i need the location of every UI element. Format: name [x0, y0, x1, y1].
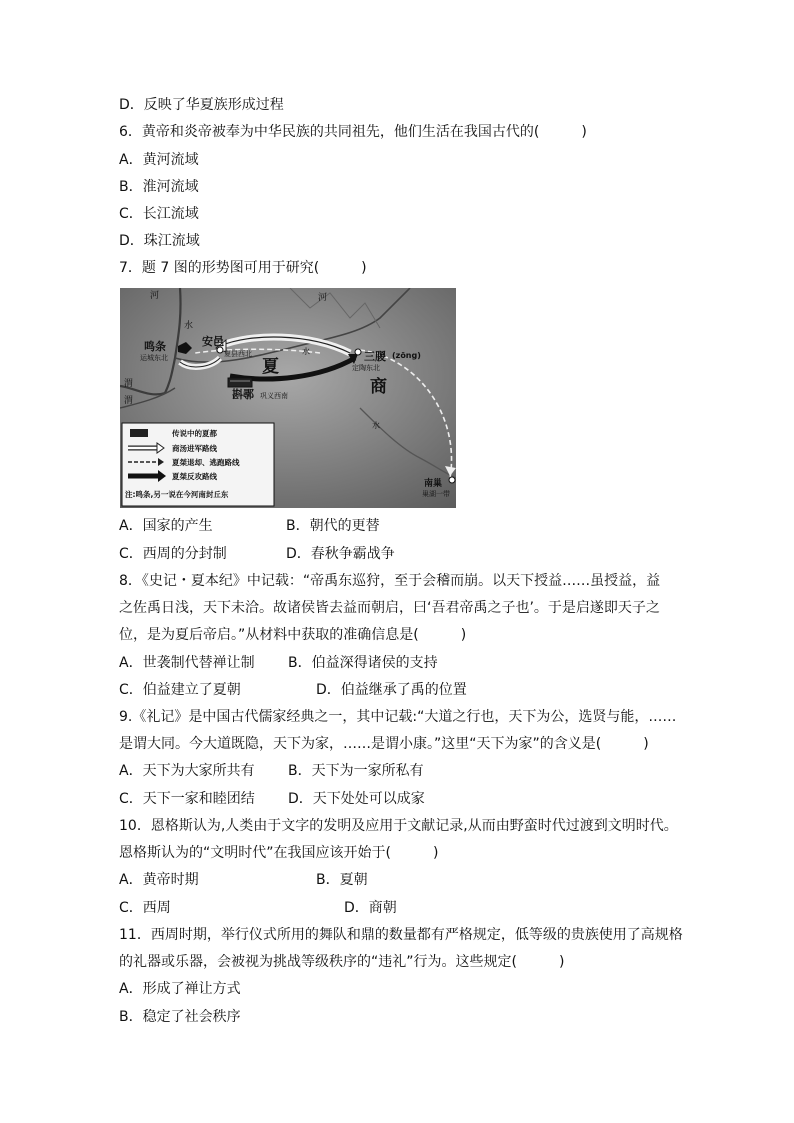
label-zong-pinyin: (zōng) [392, 351, 421, 360]
question-8-line-2: 之佐禹日浅，天下未洽。故诸侯皆去益而朝启，曰‘吾君帝禹之子也’。于是启遂即天子之 [119, 600, 660, 616]
question-11-line-2: 的礼器或乐器，会被视为挑战等级秩序的“违礼”行为。这些规定( ) [119, 954, 565, 970]
question-10-line-1: 10．恩格斯认为,人类由于文字的发明及应用于文献记录,从而由野蛮时代过渡到文明时代。 [119, 818, 678, 834]
sanzong-marker [355, 349, 361, 355]
option-a-q7: A．国家的产生 [119, 518, 213, 534]
option-d-q9: D．天下处处可以成家 [288, 791, 425, 807]
question-11-line-1: 11．西周时期，举行仪式所用的舞队和鼎的数量都有严格规定，低等级的贵族使用了高规格 [119, 927, 683, 943]
option-b-q10: B．夏朝 [316, 872, 368, 888]
nanchao-marker [449, 477, 455, 483]
question-6: 6．黄帝和炎帝被奉为中华民族的共同祖先，他们生活在我国古代的( ) [119, 124, 587, 140]
legend-item-2: 商汤进军路线 [172, 444, 217, 453]
option-a-q10: A．黄帝时期 [119, 872, 199, 888]
label-gongyi: 巩义西南 [260, 392, 288, 400]
option-a-q9: A．天下为大家所共有 [119, 763, 255, 779]
option-b-q7: B．朝代的更替 [286, 518, 380, 534]
label-sanzong: 三朡 [364, 350, 386, 363]
label-river-bottom: 渭 [124, 396, 134, 406]
label-river-he-2: 河 [318, 293, 328, 303]
option-b-q6: B．淮河流域 [119, 179, 199, 195]
option-a-q11: A．形成了禅让方式 [119, 981, 241, 997]
option-a-q8: A．世袭制代替禅让制 [119, 655, 255, 671]
legend-item-1: 传说中的夏都 [172, 429, 217, 438]
question-8-line-1: 8．《史记・夏本纪》中记载：“帝禹东巡狩，至于会稽而崩。以天下授益……虽授益，益 [119, 573, 661, 589]
option-d-q8: D．伯益继承了禹的位置 [316, 682, 467, 698]
label-nanchao: 南巢 [424, 479, 443, 489]
option-c-q6: C．长江流域 [119, 206, 199, 222]
label-xiaxian: 夏县西北 [224, 350, 252, 358]
legend-item-4: 夏桀反攻路线 [172, 472, 217, 481]
map-legend [122, 423, 274, 506]
question-9-line-2: 是谓大同。今大道既隐，天下为家，……是谓小康。”这里“天下为家”的含义是( ) [119, 736, 649, 752]
option-b-q11: B．稳定了社会秩序 [119, 1009, 241, 1025]
label-river-wei: 渭 [124, 379, 134, 389]
question-8-line-3: 位，是为夏后帝启。”从材料中获取的准确信息是( ) [119, 627, 467, 643]
label-shui-2: 水 [302, 347, 310, 356]
label-zhenxun: 斟鄩 [232, 388, 254, 401]
option-c-q10: C．西周 [119, 900, 171, 916]
option-c-q8: C．伯益建立了夏朝 [119, 682, 241, 698]
legend-note: 注:鸣条,另一说在今河南封丘东 [125, 490, 229, 499]
option-b-q8: B．伯益深得诸侯的支持 [288, 655, 438, 671]
option-a-q6: A．黄河流域 [119, 152, 199, 168]
label-mingtiao: 鸣条 [144, 340, 166, 353]
label-anyi: 安邑 [202, 335, 224, 348]
label-xia: 夏 [262, 357, 279, 377]
question-7: 7．题 7 图的形势图可用于研究( ) [119, 260, 367, 276]
label-shui-3: 水 [372, 421, 380, 430]
label-shui: 水 [184, 321, 194, 331]
option-c-q9: C．天下一家和睦团结 [119, 791, 255, 807]
option-d-q5: D．反映了华夏族形成过程 [119, 97, 284, 113]
label-river-he: 河 [150, 291, 160, 301]
option-c-q7: C．西周的分封制 [119, 546, 227, 562]
option-d-q7: D．春秋争霸战争 [286, 546, 395, 562]
question-10-line-2: 恩格斯认为的“文明时代”在我国应该开始于( ) [119, 845, 439, 861]
question-9-line-1: 9.《礼记》是中国古代儒家经典之一，其中记载:“大道之行也，天下为公，选贤与能，…… [119, 709, 677, 725]
option-d-q6: D．珠江流域 [119, 233, 200, 249]
legend-item-3: 夏桀退却、逃跑路线 [172, 458, 240, 467]
option-b-q9: B．天下为一家所私有 [288, 763, 424, 779]
xia-shang-map [120, 288, 456, 508]
label-chaohu: 巢湖一带 [422, 490, 450, 498]
xia-capital-symbol [228, 378, 252, 387]
option-d-q10: D．商朝 [344, 900, 397, 916]
label-yuncheng: 运城东北 [140, 354, 168, 362]
label-dingtao: 定陶东北 [352, 364, 380, 372]
label-shang: 商 [370, 377, 387, 397]
